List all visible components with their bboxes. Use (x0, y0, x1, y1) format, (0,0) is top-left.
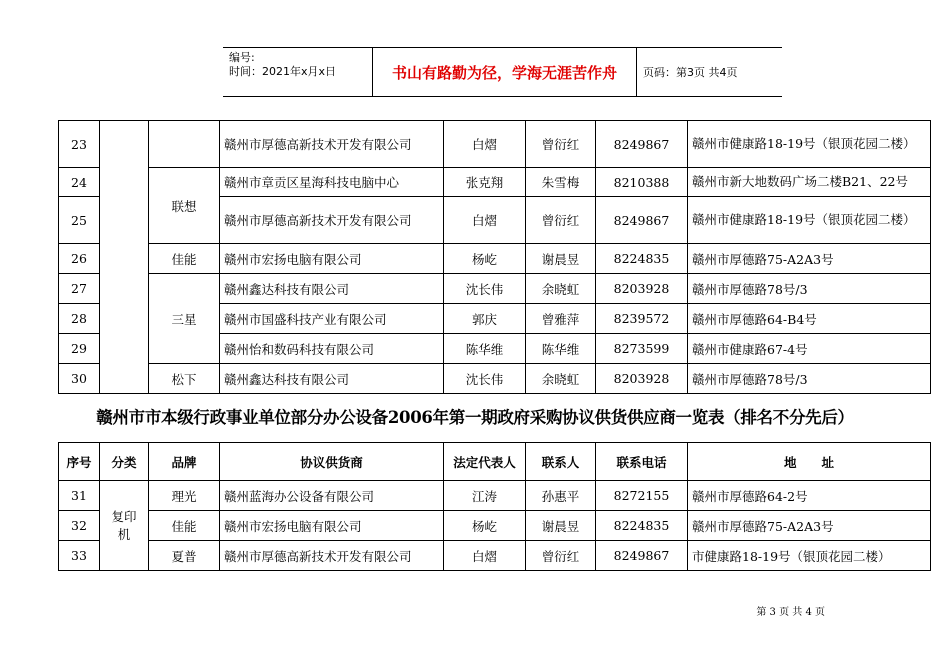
list-title: 赣州市市本级行政事业单位部分办公设备2006年第一期政府采购协议供货供应商一览表（排名不分先后） (96, 408, 854, 427)
page-footer: 第 3 页 共 4 页 (756, 607, 825, 618)
seq-cell: 28 (59, 304, 100, 334)
address-cell: 赣州市健康路67-4号 (688, 334, 931, 364)
category-cell (100, 121, 149, 394)
table-row (59, 168, 931, 197)
address-cell: 赣州市厚德路75-A2A3号 (688, 244, 931, 274)
seq-cell: 32 (59, 511, 100, 541)
phone-cell: 8239572 (596, 304, 688, 334)
brand-cell (149, 121, 220, 168)
col-header-category: 分类 (100, 443, 149, 481)
seq-cell: 25 (59, 197, 100, 244)
address-cell: 赣州市厚德路78号/3 (688, 274, 931, 304)
seq-cell: 23 (59, 121, 100, 168)
col-header-legal-rep: 法定代表人 (444, 443, 526, 481)
brand-cell: 佳能 (149, 244, 220, 274)
contact-cell: 陈华维 (526, 334, 596, 364)
phone-cell: 8249867 (596, 121, 688, 168)
phone-cell: 8273599 (596, 334, 688, 364)
seq-cell: 29 (59, 334, 100, 364)
supplier-cell: 赣州鑫达科技有限公司 (220, 274, 444, 304)
col-header-phone: 联系电话 (596, 443, 688, 481)
seq-cell: 26 (59, 244, 100, 274)
table-row (59, 364, 931, 394)
address-cell: 赣州市厚德路75-A2A3号 (688, 511, 931, 541)
legal-rep-cell: 郭庆 (444, 304, 526, 334)
address-cell: 赣州市厚德路64-2号 (688, 481, 931, 511)
seq-cell: 33 (59, 541, 100, 571)
seq-cell: 30 (59, 364, 100, 394)
table-row (59, 481, 931, 511)
table-row (59, 244, 931, 274)
phone-cell: 8203928 (596, 364, 688, 394)
phone-cell: 8203928 (596, 274, 688, 304)
phone-cell: 8210388 (596, 168, 688, 197)
contact-cell: 余晓虹 (526, 364, 596, 394)
legal-rep-cell: 江涛 (444, 481, 526, 511)
brand-cell: 佳能 (149, 511, 220, 541)
supplier-cell: 赣州市厚德高新技术开发有限公司 (220, 121, 444, 168)
legal-rep-cell: 沈长伟 (444, 364, 526, 394)
col-header-address: 地 址 (688, 443, 931, 481)
contact-cell: 朱雪梅 (526, 168, 596, 197)
supplier-cell: 赣州市宏扬电脑有限公司 (220, 244, 444, 274)
contact-cell: 曾雅萍 (526, 304, 596, 334)
address-cell: 市健康路18-19号（银顶花园二楼） (688, 541, 931, 571)
supplier-table-continued (58, 120, 931, 394)
legal-rep-cell: 沈长伟 (444, 274, 526, 304)
legal-rep-cell: 陈华维 (444, 334, 526, 364)
time-label: 时间：2021年x月x日 (229, 65, 337, 78)
header-motto: 书山有路勤为径，学海无涯苦作舟 (372, 48, 637, 96)
header-page-label: 页码：第3页 共4页 (643, 66, 738, 79)
seq-cell: 27 (59, 274, 100, 304)
address-cell: 赣州市厚德路78号/3 (688, 364, 931, 394)
col-header-seq: 序号 (59, 443, 100, 481)
brand-cell: 三星 (149, 274, 220, 364)
supplier-cell: 赣州市厚德高新技术开发有限公司 (220, 541, 444, 571)
legal-rep-cell: 杨屹 (444, 511, 526, 541)
legal-rep-cell: 白熠 (444, 197, 526, 244)
supplier-cell: 赣州市章贡区星海科技电脑中心 (220, 168, 444, 197)
phone-cell: 8224835 (596, 244, 688, 274)
supplier-cell: 赣州市厚德高新技术开发有限公司 (220, 197, 444, 244)
supplier-cell: 赣州鑫达科技有限公司 (220, 364, 444, 394)
contact-cell: 曾衍红 (526, 197, 596, 244)
supplier-cell: 赣州怡和数码科技有限公司 (220, 334, 444, 364)
contact-cell: 孙惠平 (526, 481, 596, 511)
phone-cell: 8249867 (596, 197, 688, 244)
legal-rep-cell: 白熠 (444, 121, 526, 168)
phone-cell: 8249867 (596, 541, 688, 571)
table-row (59, 274, 931, 304)
copier-supplier-table (58, 442, 931, 571)
brand-cell: 理光 (149, 481, 220, 511)
seq-cell: 24 (59, 168, 100, 197)
table-header-row (59, 443, 931, 481)
phone-cell: 8224835 (596, 511, 688, 541)
contact-cell: 曾衍红 (526, 121, 596, 168)
header-meta (223, 48, 372, 96)
seq-cell: 31 (59, 481, 100, 511)
contact-cell: 谢晨昱 (526, 511, 596, 541)
brand-cell: 联想 (149, 168, 220, 244)
contact-cell: 余晓虹 (526, 274, 596, 304)
brand-cell: 松下 (149, 364, 220, 394)
supplier-cell: 赣州市宏扬电脑有限公司 (220, 511, 444, 541)
address-cell: 赣州市厚德路64-B4号 (688, 304, 931, 334)
page-header (223, 47, 782, 97)
col-header-supplier: 协议供货商 (220, 443, 444, 481)
col-header-contact: 联系人 (526, 443, 596, 481)
table-row (59, 511, 931, 541)
legal-rep-cell: 张克翔 (444, 168, 526, 197)
number-label: 编号: (229, 51, 255, 64)
address-cell: 赣州市健康路18-19号（银顶花园二楼） (688, 121, 931, 168)
col-header-brand: 品牌 (149, 443, 220, 481)
supplier-cell: 赣州市国盛科技产业有限公司 (220, 304, 444, 334)
address-cell: 赣州市健康路18-19号（银顶花园二楼） (688, 197, 931, 244)
legal-rep-cell: 杨屹 (444, 244, 526, 274)
phone-cell: 8272155 (596, 481, 688, 511)
brand-cell: 夏普 (149, 541, 220, 571)
contact-cell: 曾衍红 (526, 541, 596, 571)
table-row (59, 541, 931, 571)
table-row (59, 121, 931, 168)
contact-cell: 谢晨昱 (526, 244, 596, 274)
supplier-cell: 赣州蓝海办公设备有限公司 (220, 481, 444, 511)
legal-rep-cell: 白熠 (444, 541, 526, 571)
category-cell: 复印机 (100, 481, 149, 571)
address-cell: 赣州市新大地数码广场二楼B21、22号 (688, 168, 931, 197)
